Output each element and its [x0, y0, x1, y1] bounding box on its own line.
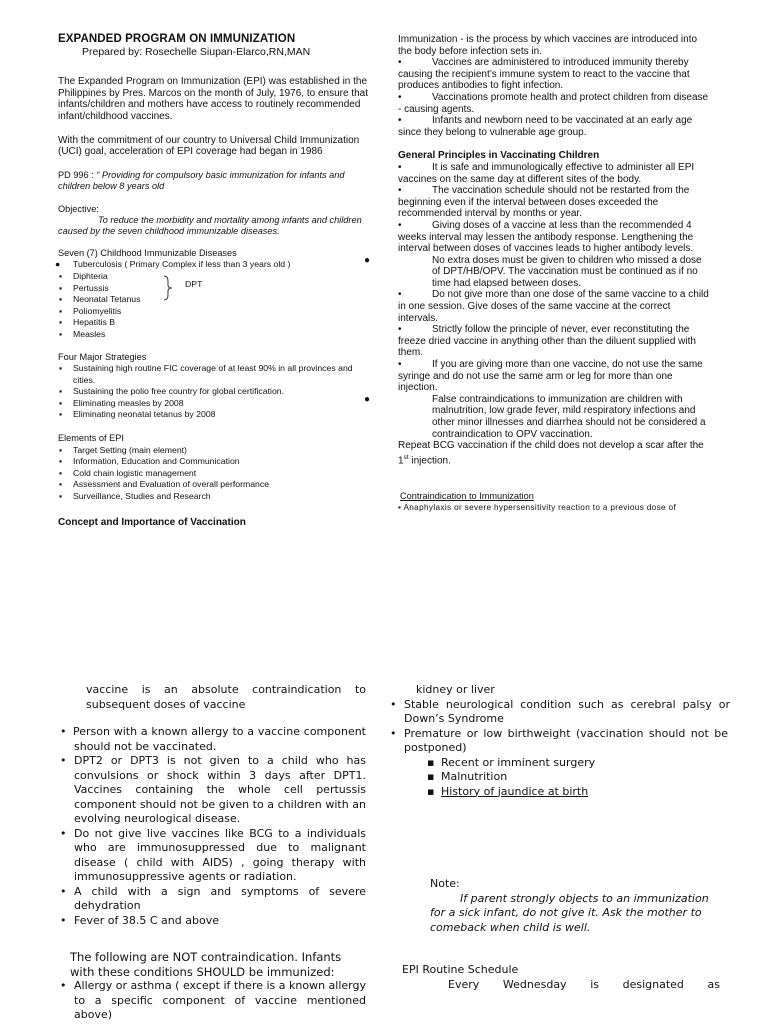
strategies-heading: Four Major Strategies — [58, 351, 147, 362]
not-contra-item: • Premature or low birthweight (vaccination should not be postponed) — [390, 726, 728, 754]
fact-item: • Vaccinations promote health and protect children from disease - causing agents. — [398, 91, 709, 115]
pd-996 — [58, 170, 376, 192]
contra-item: • DPT2 or DPT3 is not given to a child who has convulsions or shock within 3 days after DPT1. Vaccines containing the whole cell pertussis component should not be given to a children with an evolving neurological disease. — [60, 754, 366, 825]
strategy-item: ▪ Eliminating neonatal tetanus by 2008 — [59, 409, 216, 420]
element-item: ▪ Surveillance, Studies and Research — [59, 491, 211, 502]
principle-item: • The vaccination schedule should not be restarted from the beginning even if the interval between doses exceeded the recommended interval by months or year. — [398, 185, 690, 220]
intro-paragraph: The Expanded Program on Immunization (EPI) was established in the Philippines by Pres. Marcos on the month of July, 1976, to ensure that infants/children and mothers have access to routinely recommended infant/childhood vaccines. — [58, 76, 368, 122]
fact-item: • Vaccines are administered to introduced immunity thereby causing the recipient’s immune system to react to the vaccine that produces antibodies to fight infection. — [398, 57, 690, 92]
contra-continuation: vaccine is an absolute contraindication to subsequent doses of vaccine — [86, 683, 366, 711]
note-text: If parent strongly objects to an immunization for a sick infant, do not give it. Ask the mother to comeback when child is well. — [430, 891, 709, 934]
strategy-item: ▪ Sustaining high routine FIC coverage of at least 90% in all provinces and cities. — [59, 363, 353, 385]
contra-item: • Do not give live vaccines like BCG to a individuals who are immunosuppressed due to malignant disease ( child with AIDS) , going therapy with immunosuppressive agents or radiation. — [60, 826, 366, 883]
element-item: ▪ Target Setting (main element) — [59, 444, 187, 455]
principle-item: • Giving doses of a vaccine at less than the recommended 4 weeks interval may lessen the antibody response. Lengthening the interval between doses of vaccines leads to higher antibody levels. — [398, 219, 694, 255]
objective-text: To reduce the morbidity and mortality among infants and children caused by the seven childhood immunizable diseases. — [58, 214, 362, 236]
page2-right-column — [390, 683, 730, 992]
elements-list — [58, 445, 376, 503]
disease-item: ▪ Poliomyelitis — [59, 305, 122, 316]
concept-heading: Concept and Importance of Vaccination — [58, 516, 246, 528]
schedule-heading: EPI Routine Schedule — [402, 963, 519, 976]
element-item: ▪ Information, Education and Communication — [59, 456, 240, 467]
sub-item: ▪ Malnutrition — [427, 770, 508, 783]
strategy-item: ▪ Sustaining the polio free country for global certification. — [59, 386, 285, 397]
disease-item: ▪ Neonatal Tetanus — [59, 294, 141, 305]
document-title: EXPANDED PROGRAM ON IMMUNIZATION — [58, 33, 296, 45]
dpt-brace — [163, 275, 173, 301]
repeat-bcg: Repeat BCG vaccination if the child does not develop a scar after the 1st injection. — [398, 440, 704, 467]
not-contra-item: • Allergy or asthma ( except if there is a known allergy to a specific component of vaccine mentioned above) — [60, 979, 366, 1021]
principle-item: ● False contraindications to immunization are children with malnutrition, low grade fever, mild respiratory infections and other minor illnesses and diarrhea should not be considered a contraindication to OPV vaccination. — [364, 393, 706, 440]
diseases-heading: Seven (7) Childhood Immunizable Diseases — [58, 247, 237, 258]
principle-item: • Do not give more than one dose of the same vaccine to a child in one session. Give doses of the same vaccine at the correct intervals. — [398, 289, 709, 324]
principle-item: • If you are giving more than one vaccine, do not use the same syringe and do not use the same arm or leg for more than one injection. — [398, 359, 703, 394]
immunization-definition: Immunization - is the process by which vaccines are introduced into the body before infection sets in. — [398, 34, 698, 57]
disease-item: ▪ Measles — [59, 328, 106, 339]
disease-item: ▪ Diphteria — [59, 270, 108, 281]
page1-left-column — [55, 33, 376, 528]
not-contraindication-intro: The following are NOT contraindication. Infants with these conditions SHOULD be immunized: — [70, 950, 342, 979]
page1-right-column — [364, 34, 710, 514]
fact-item: • Infants and newborn need to be vaccinated at an early age since they belong to vulnerable age group. — [398, 115, 693, 138]
elements-heading: Elements of EPI — [58, 433, 124, 444]
prepared-by: Prepared by: Rosechelle Siupan-Elarco,RN,MAN — [82, 45, 311, 58]
objective — [58, 204, 376, 237]
sub-item: ▪ History of jaundice at birth — [427, 784, 589, 798]
contraindication-first: ▪ Anaphylaxis or severe hypersensitivity reaction to a previous dose of — [398, 503, 677, 513]
strategy-item: ▪ Eliminating measles by 2008 — [59, 397, 184, 408]
page2-left-column — [60, 683, 366, 1023]
objective-label: Objective: — [58, 203, 99, 214]
sub-item: ▪ Recent or imminent surgery — [427, 755, 596, 769]
uci-paragraph: With the commitment of our country to Universal Child Immunization (UCI) goal, acceleration of EPI coverage had began in 1986 — [58, 134, 360, 158]
pd-text: “ Providing for compulsory basic immunization for infants and children below 8 years old — [58, 169, 345, 191]
diseases-block — [55, 259, 376, 340]
principles-heading: General Principles in Vaccinating Children — [398, 150, 600, 162]
pd-label: PD 996 : — [58, 169, 97, 180]
not-contra-item: • Stable neurological condition such as cerebral palsy or Down’s Syndrome — [390, 697, 730, 725]
contra-item: • Fever of 38.5 C and above — [60, 913, 219, 927]
dpt-label: DPT — [185, 279, 203, 290]
diseases-list — [55, 259, 376, 340]
contra-item: • A child with a sign and symptoms of severe dehydration — [60, 884, 366, 912]
not-contra-sublist — [390, 756, 730, 800]
principle-item: • Strictly follow the principle of never, ever reconstituting the freeze dried vaccine in anything other than the diluent supplied with them. — [398, 324, 696, 359]
schedule-text: Every Wednesday is designated as — [448, 977, 720, 991]
element-item: ▪ Assessment and Evaluation of overall performance — [59, 479, 270, 490]
not-contra-continuation: kidney or liver — [416, 683, 495, 696]
contraindication-heading: Contraindication to Immunization — [400, 490, 534, 501]
disease-item: ▪ Hepatitis B — [59, 317, 116, 328]
note-label: Note: — [430, 877, 460, 890]
principle-item: • It is safe and immunologically effective to administer all EPI vaccines on the same day at different sites of the body. — [398, 161, 695, 185]
principle-item: ● No extra doses must be given to children who missed a dose of DPT/HB/OPV. The vaccination must be continued as if no time had elapsed between doses. — [364, 254, 702, 289]
contra-item: • Person with a known allergy to a vaccine component should not be vaccinated. — [60, 725, 366, 753]
disease-item: ▪ Pertussis — [59, 282, 109, 293]
element-item: ▪ Cold chain logistic management — [59, 467, 197, 478]
strategies-list — [58, 363, 376, 421]
disease-item: ● Tuberculosis ( Primary Complex if less than 3 years old ) — [55, 259, 291, 270]
